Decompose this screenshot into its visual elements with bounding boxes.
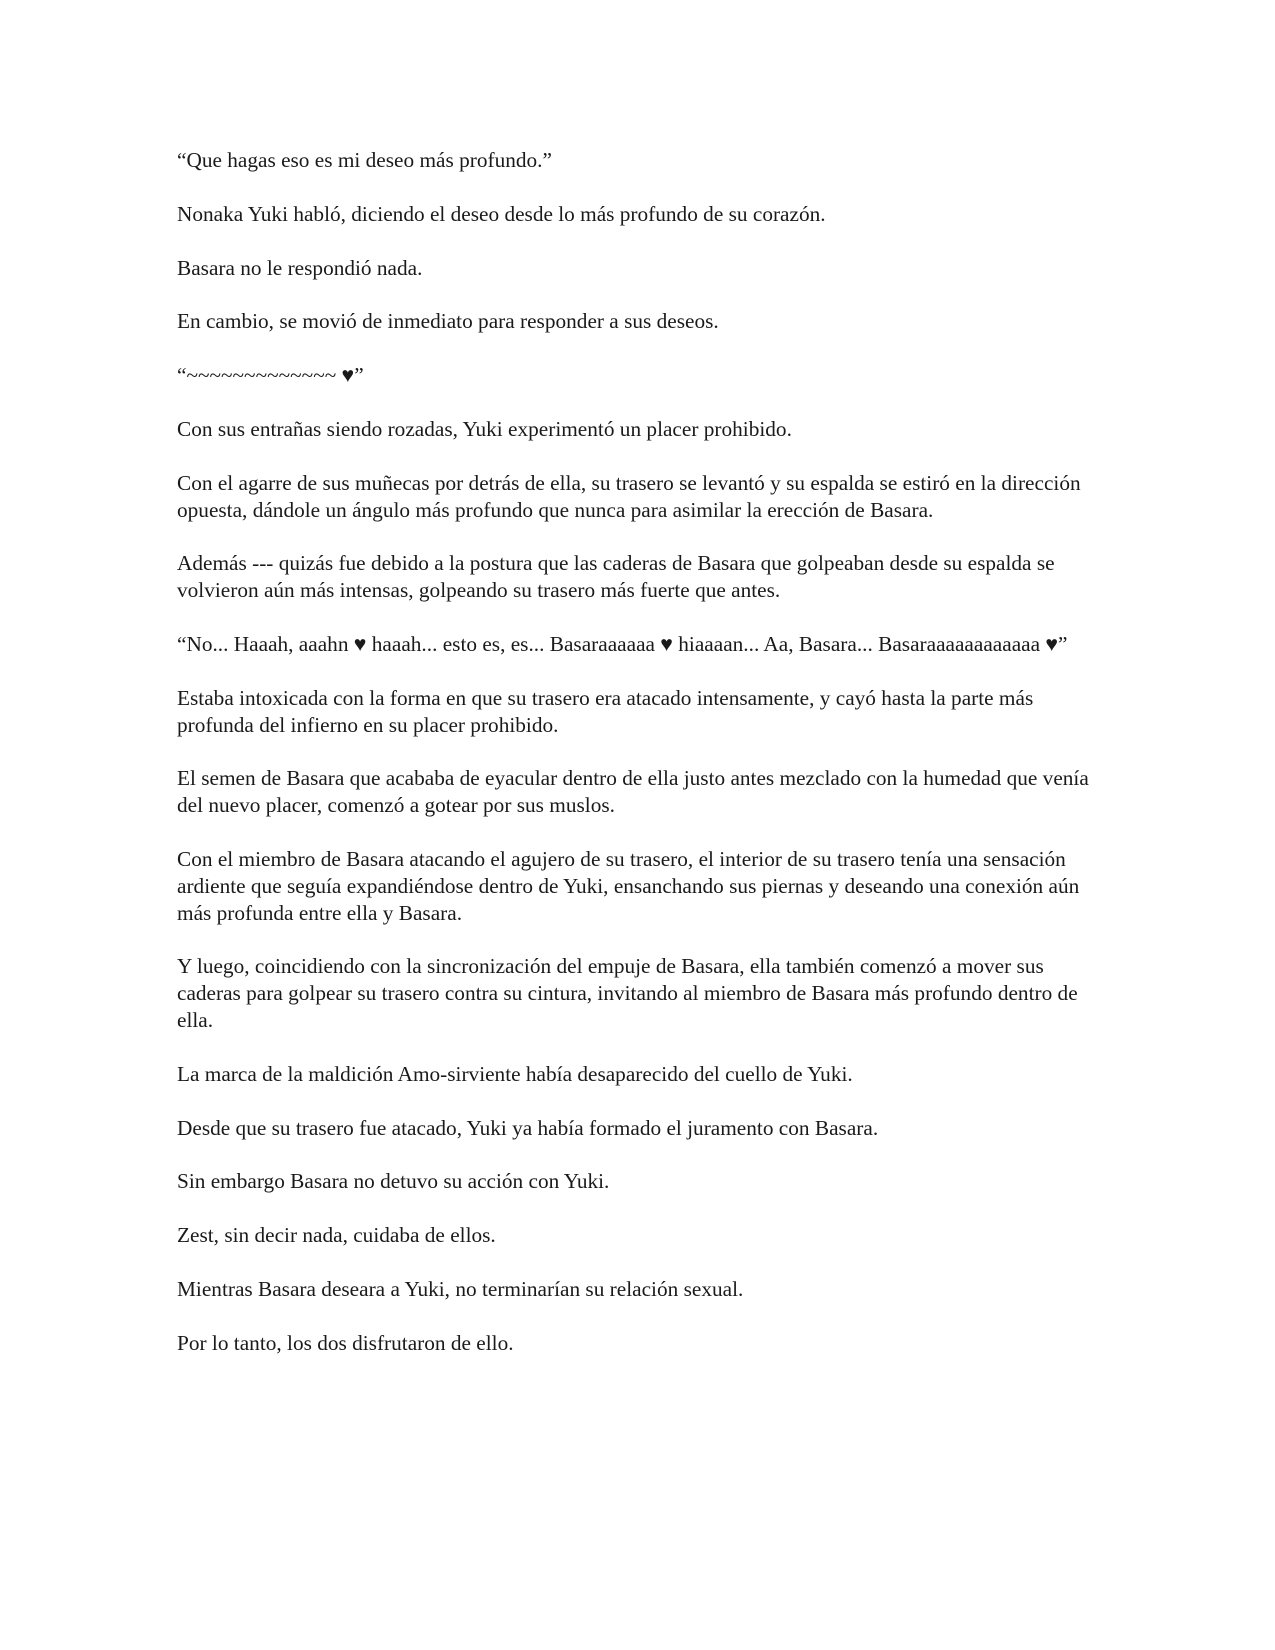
paragraph: Basara no le respondió nada. [177,255,423,280]
paragraph: Nonaka Yuki habló, diciendo el deseo desde lo más profundo de su corazón. [177,201,826,226]
document-body [177,147,1102,1384]
paragraph: Zest, sin decir nada, cuidaba de ellos. [177,1223,496,1248]
paragraph: Mientras Basara deseara a Yuki, no terminarían su relación sexual. [177,1276,744,1301]
paragraph: La marca de la maldición Amo-sirviente había desaparecido del cuello de Yuki. [177,1061,853,1086]
paragraph: “Que hagas eso es mi deseo más profundo.” [177,148,552,172]
paragraph: “No... Haaah, aaahn ♥ haaah... esto es, es... Basaraaaaaa ♥ hiaaaan... Aa, Basara... Basaraaaaaaaaaaaa ♥” [177,631,1068,656]
paragraph: Desde que su trasero fue atacado, Yuki ya había formado el juramento con Basara. [177,1115,879,1140]
paragraph: El semen de Basara que acababa de eyacular dentro de ella justo antes mezclado con la humedad que venía del nuevo placer, comenzó a gotear por sus muslos. [177,766,1089,818]
paragraph: Además --- quizás fue debido a la postura que las caderas de Basara que golpeaban desde su espalda se volvieron aún más intensas, golpeando su trasero más fuerte que antes. [177,551,1055,603]
paragraph: Con sus entrañas siendo rozadas, Yuki experimentó un placer prohibido. [177,416,792,441]
paragraph: Con el miembro de Basara atacando el agujero de su trasero, el interior de su trasero tenía una sensación ardiente que seguía expandiéndose dentro de Yuki, ensanchando sus piernas y deseando una conexión aún más profunda entre ella y Basara. [177,846,1080,925]
paragraph: En cambio, se movió de inmediato para responder a sus deseos. [177,309,719,334]
paragraph: Con el agarre de sus muñecas por detrás de ella, su trasero se levantó y su espalda se estiró en la dirección opuesta, dándole un ángulo más profundo que nunca para asimilar la erección de Basara. [177,470,1081,522]
paragraph: Por lo tanto, los dos disfrutaron de ello. [177,1330,514,1355]
paragraph: Sin embargo Basara no detuvo su acción con Yuki. [177,1169,610,1194]
paragraph: “~~~~~~~~~~~~~ ♥” [177,363,364,388]
paragraph: Y luego, coincidiendo con la sincronización del empuje de Basara, ella también comenzó a mover sus caderas para golpear su trasero contra su cintura, invitando al miembro de Basara más profundo dentro de ella. [177,954,1078,1032]
paragraph: Estaba intoxicada con la forma en que su trasero era atacado intensamente, y cayó hasta la parte más profunda del infierno en su placer prohibido. [177,685,1034,737]
